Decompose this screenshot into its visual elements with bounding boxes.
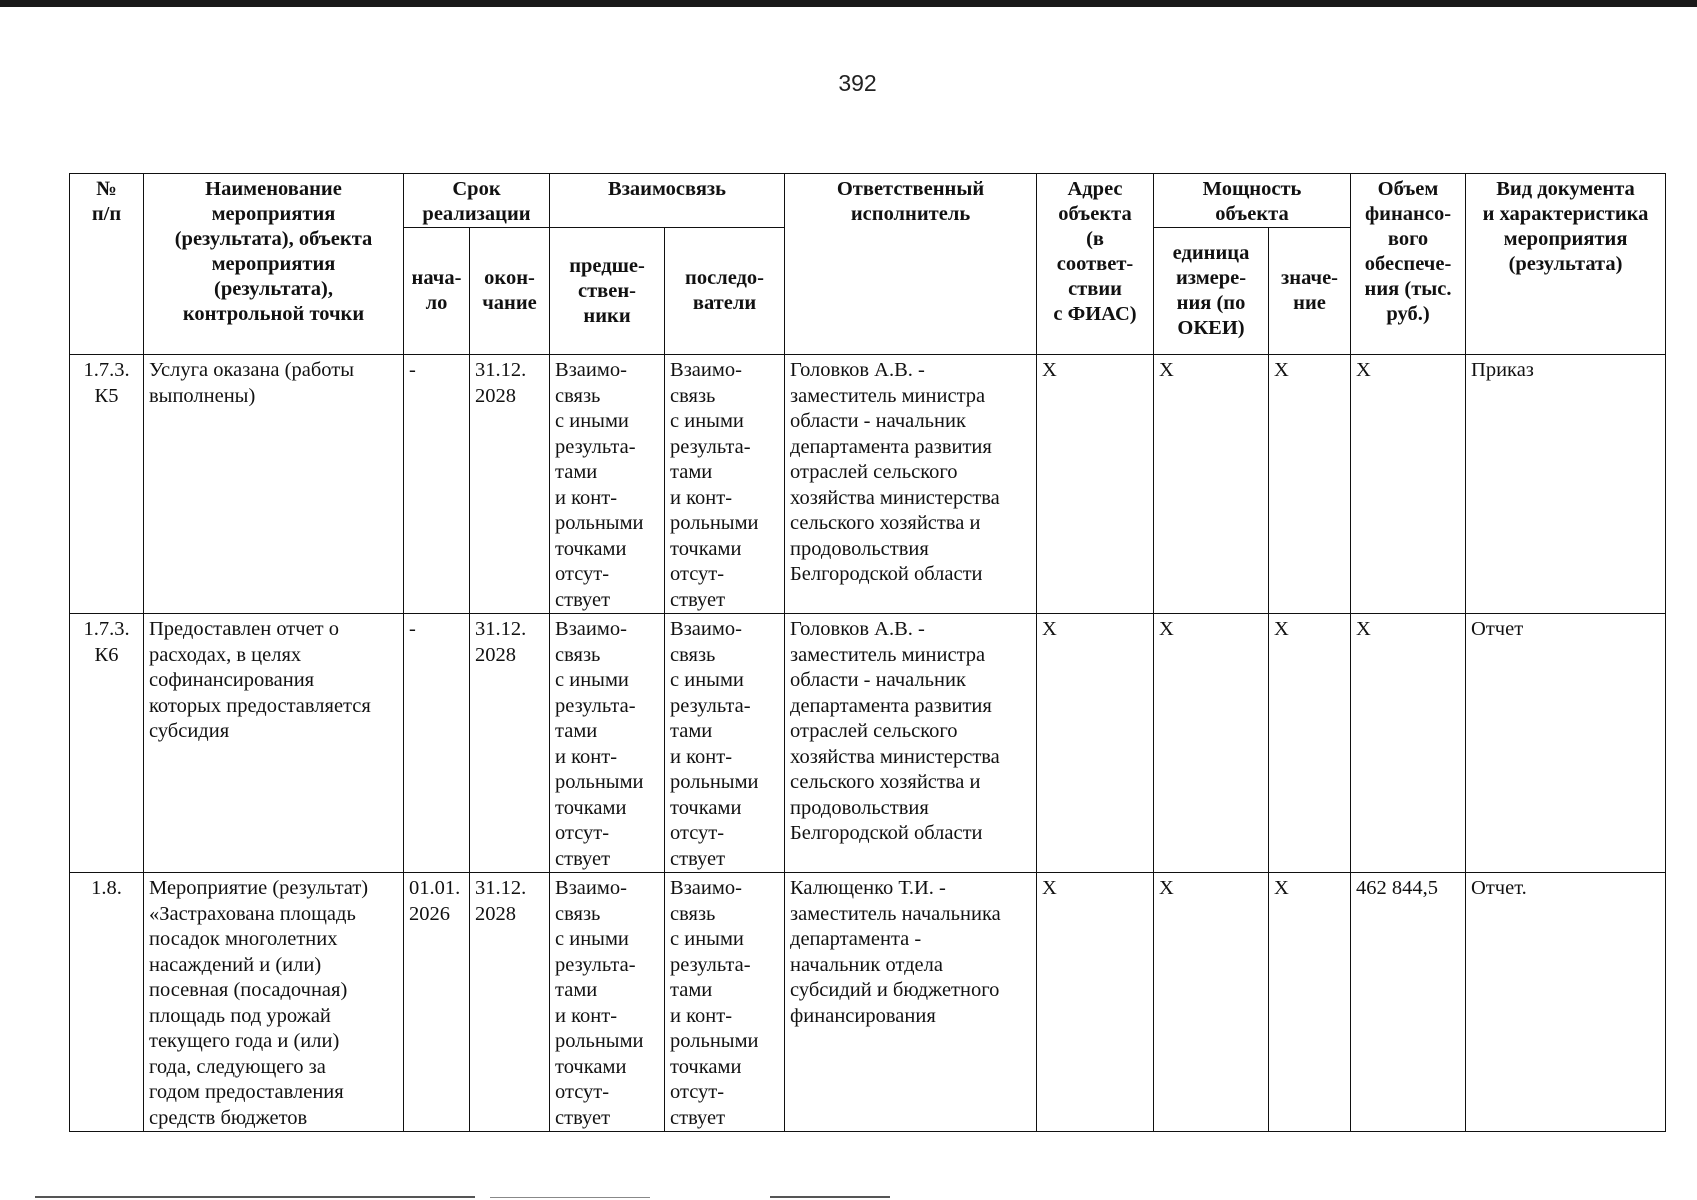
bottom-scan-line <box>35 1196 475 1198</box>
cell-unit: X <box>1154 614 1269 873</box>
cell-unit: X <box>1154 355 1269 614</box>
cell-prev: Взаимо- связь с иными результа- тами и конт- рольными точками отсут- ствует <box>550 614 665 873</box>
cell-responsible: Головков А.В. - заместитель министра области - начальник департамента развития отраслей сельского хозяйства министерства сельского хозяйства и продовольствия Белгородской области <box>785 614 1037 873</box>
cell-next: Взаимо- связь с иными результа- тами и конт- рольными точками отсут- ствует <box>665 873 785 1132</box>
cell-doc: Отчет. <box>1466 873 1666 1132</box>
header-responsible: Ответственный исполнитель <box>785 174 1037 355</box>
cell-doc: Отчет <box>1466 614 1666 873</box>
cell-end: 31.12. 2028 <box>470 873 550 1132</box>
header-link-next: последо- ватели <box>665 228 785 355</box>
header-num: № п/п <box>70 174 144 355</box>
cell-name: Мероприятие (результат) «Застрахована площадь посадок многолетних насаждений и (или) посевная (посадочная) площадь под урожай текущего года и (или) года, следующего за годом предоставления средств бюджетов <box>144 873 404 1132</box>
header-capacity: Мощность объекта <box>1154 174 1351 228</box>
cell-next: Взаимо- связь с иными результа- тами и конт- рольными точками отсут- ствует <box>665 614 785 873</box>
bottom-scan-line <box>770 1196 890 1198</box>
cell-funding: X <box>1351 355 1466 614</box>
cell-responsible: Головков А.В. - заместитель министра области - начальник департамента развития отраслей сельского хозяйства министерства сельского хозяйства и продовольствия Белгородской области <box>785 355 1037 614</box>
header-term-end: окон- чание <box>470 228 550 355</box>
table-row <box>70 355 1666 614</box>
activities-table <box>69 173 1666 1132</box>
cell-start: 01.01. 2026 <box>404 873 470 1132</box>
cell-start: - <box>404 355 470 614</box>
header-capacity-unit: единица измере- ния (по ОКЕИ) <box>1154 228 1269 355</box>
cell-prev: Взаимо- связь с иными результа- тами и конт- рольными точками отсут- ствует <box>550 355 665 614</box>
cell-name: Услуга оказана (работы выполнены) <box>144 355 404 614</box>
cell-responsible: Калющенко Т.И. - заместитель начальника департамента - начальник отдела субсидий и бюджетного финансирования <box>785 873 1037 1132</box>
header-address: Адрес объекта (в соответ- ствии с ФИАС) <box>1037 174 1154 355</box>
cell-name: Предоставлен отчет о расходах, в целях софинансирования которых предоставляется субсидия <box>144 614 404 873</box>
cell-address: X <box>1037 355 1154 614</box>
cell-end: 31.12. 2028 <box>470 614 550 873</box>
header-link-prev: предше- ствен- ники <box>550 228 665 355</box>
cell-unit: X <box>1154 873 1269 1132</box>
cell-value: X <box>1269 873 1351 1132</box>
cell-funding: X <box>1351 614 1466 873</box>
cell-num: 1.7.3. К5 <box>70 355 144 614</box>
cell-end: 31.12. 2028 <box>470 355 550 614</box>
header-term: Срок реализации <box>404 174 550 228</box>
cell-prev: Взаимо- связь с иными результа- тами и конт- рольными точками отсут- ствует <box>550 873 665 1132</box>
cell-funding: 462 844,5 <box>1351 873 1466 1132</box>
cell-start: - <box>404 614 470 873</box>
cell-num: 1.8. <box>70 873 144 1132</box>
header-capacity-value: значе- ние <box>1269 228 1351 355</box>
cell-num: 1.7.3. К6 <box>70 614 144 873</box>
cell-address: X <box>1037 614 1154 873</box>
page-number: 392 <box>838 70 877 96</box>
header-term-start: нача- ло <box>404 228 470 355</box>
bottom-scan-line <box>490 1197 650 1198</box>
header-funding: Объем финансо- вого обеспече- ния (тыс. руб.) <box>1351 174 1466 355</box>
table-row <box>70 614 1666 873</box>
header-doc-type: Вид документа и характеристика мероприятия (результата) <box>1466 174 1666 355</box>
cell-doc: Приказ <box>1466 355 1666 614</box>
cell-address: X <box>1037 873 1154 1132</box>
cell-next: Взаимо- связь с иными результа- тами и конт- рольными точками отсут- ствует <box>665 355 785 614</box>
header-name: Наименование мероприятия (результата), объекта мероприятия (результата), контрольной точки <box>144 174 404 355</box>
cell-value: X <box>1269 614 1351 873</box>
table-row <box>70 873 1666 1132</box>
table-header <box>70 174 1666 355</box>
top-border <box>0 0 1697 7</box>
cell-value: X <box>1269 355 1351 614</box>
header-link: Взаимосвязь <box>550 174 785 228</box>
